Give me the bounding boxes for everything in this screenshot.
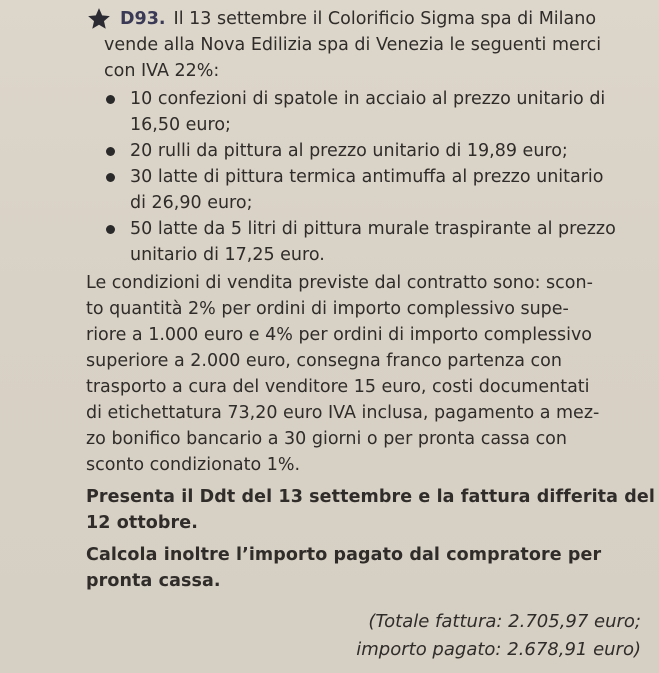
exercise-number: D93. [120, 9, 166, 29]
result-line: (Totale fattura: 2.705,97 euro; [368, 611, 641, 632]
conditions-line: sconto condizionato 1%. [86, 455, 301, 475]
task-line: Calcola inoltre l’importo pagato dal compratore per [86, 545, 602, 565]
item-line: 16,50 euro; [130, 115, 231, 135]
task-ddt-invoice [86, 484, 655, 536]
exercise-header [120, 6, 647, 32]
task-line: 12 ottobre. [86, 513, 198, 533]
bullet-icon [106, 95, 115, 104]
conditions-line: di etichettatura 73,20 euro IVA inclusa, pagamento a mez- [86, 403, 600, 423]
bullet-icon [106, 147, 115, 156]
item-line: unitario di 17,25 euro. [130, 245, 325, 265]
bullet-icon [106, 225, 115, 234]
conditions-line: superiore a 2.000 euro, consegna franco partenza con [86, 351, 562, 371]
task-line: Presenta il Ddt del 13 settembre e la fattura differita del [86, 487, 655, 507]
intro-line-2: vende alla Nova Edilizia spa di Venezia le seguenti merci [104, 35, 602, 55]
result-line: importo pagato: 2.678,91 euro) [356, 639, 641, 660]
results-block [92, 608, 641, 664]
item-line: di 26,90 euro; [130, 193, 253, 213]
item-line: 20 rulli da pittura al prezzo unitario di 19,89 euro; [130, 141, 568, 161]
conditions-line: riore a 1.000 euro e 4% per ordini di importo complessivo [86, 325, 593, 345]
conditions-line: Le condizioni di vendita previste dal contratto sono: scon- [86, 273, 593, 293]
list-item [130, 164, 647, 216]
conditions-line: to quantità 2% per ordini di importo complessivo supe- [86, 299, 569, 319]
list-item [130, 138, 647, 164]
star-icon [86, 6, 112, 32]
task-payment [86, 542, 647, 594]
conditions-paragraph [86, 270, 647, 478]
goods-list [92, 86, 647, 268]
bullet-icon [106, 173, 115, 182]
list-item [130, 86, 647, 138]
intro-line-1: Il 13 settembre il Colorificio Sigma spa di Milano [173, 9, 597, 29]
item-line: 10 confezioni di spatole in acciaio al prezzo unitario di [130, 89, 606, 109]
intro-line-3: con IVA 22%: [104, 61, 220, 81]
conditions-line: trasporto a cura del venditore 15 euro, costi documentati [86, 377, 590, 397]
task-line: pronta cassa. [86, 571, 221, 591]
conditions-line: zo bonifico bancario a 30 giorni o per pronta cassa con [86, 429, 567, 449]
list-item [130, 216, 647, 268]
item-line: 50 latte da 5 litri di pittura murale traspirante al prezzo [130, 219, 616, 239]
item-line: 30 latte di pittura termica antimuffa al prezzo unitario [130, 167, 604, 187]
